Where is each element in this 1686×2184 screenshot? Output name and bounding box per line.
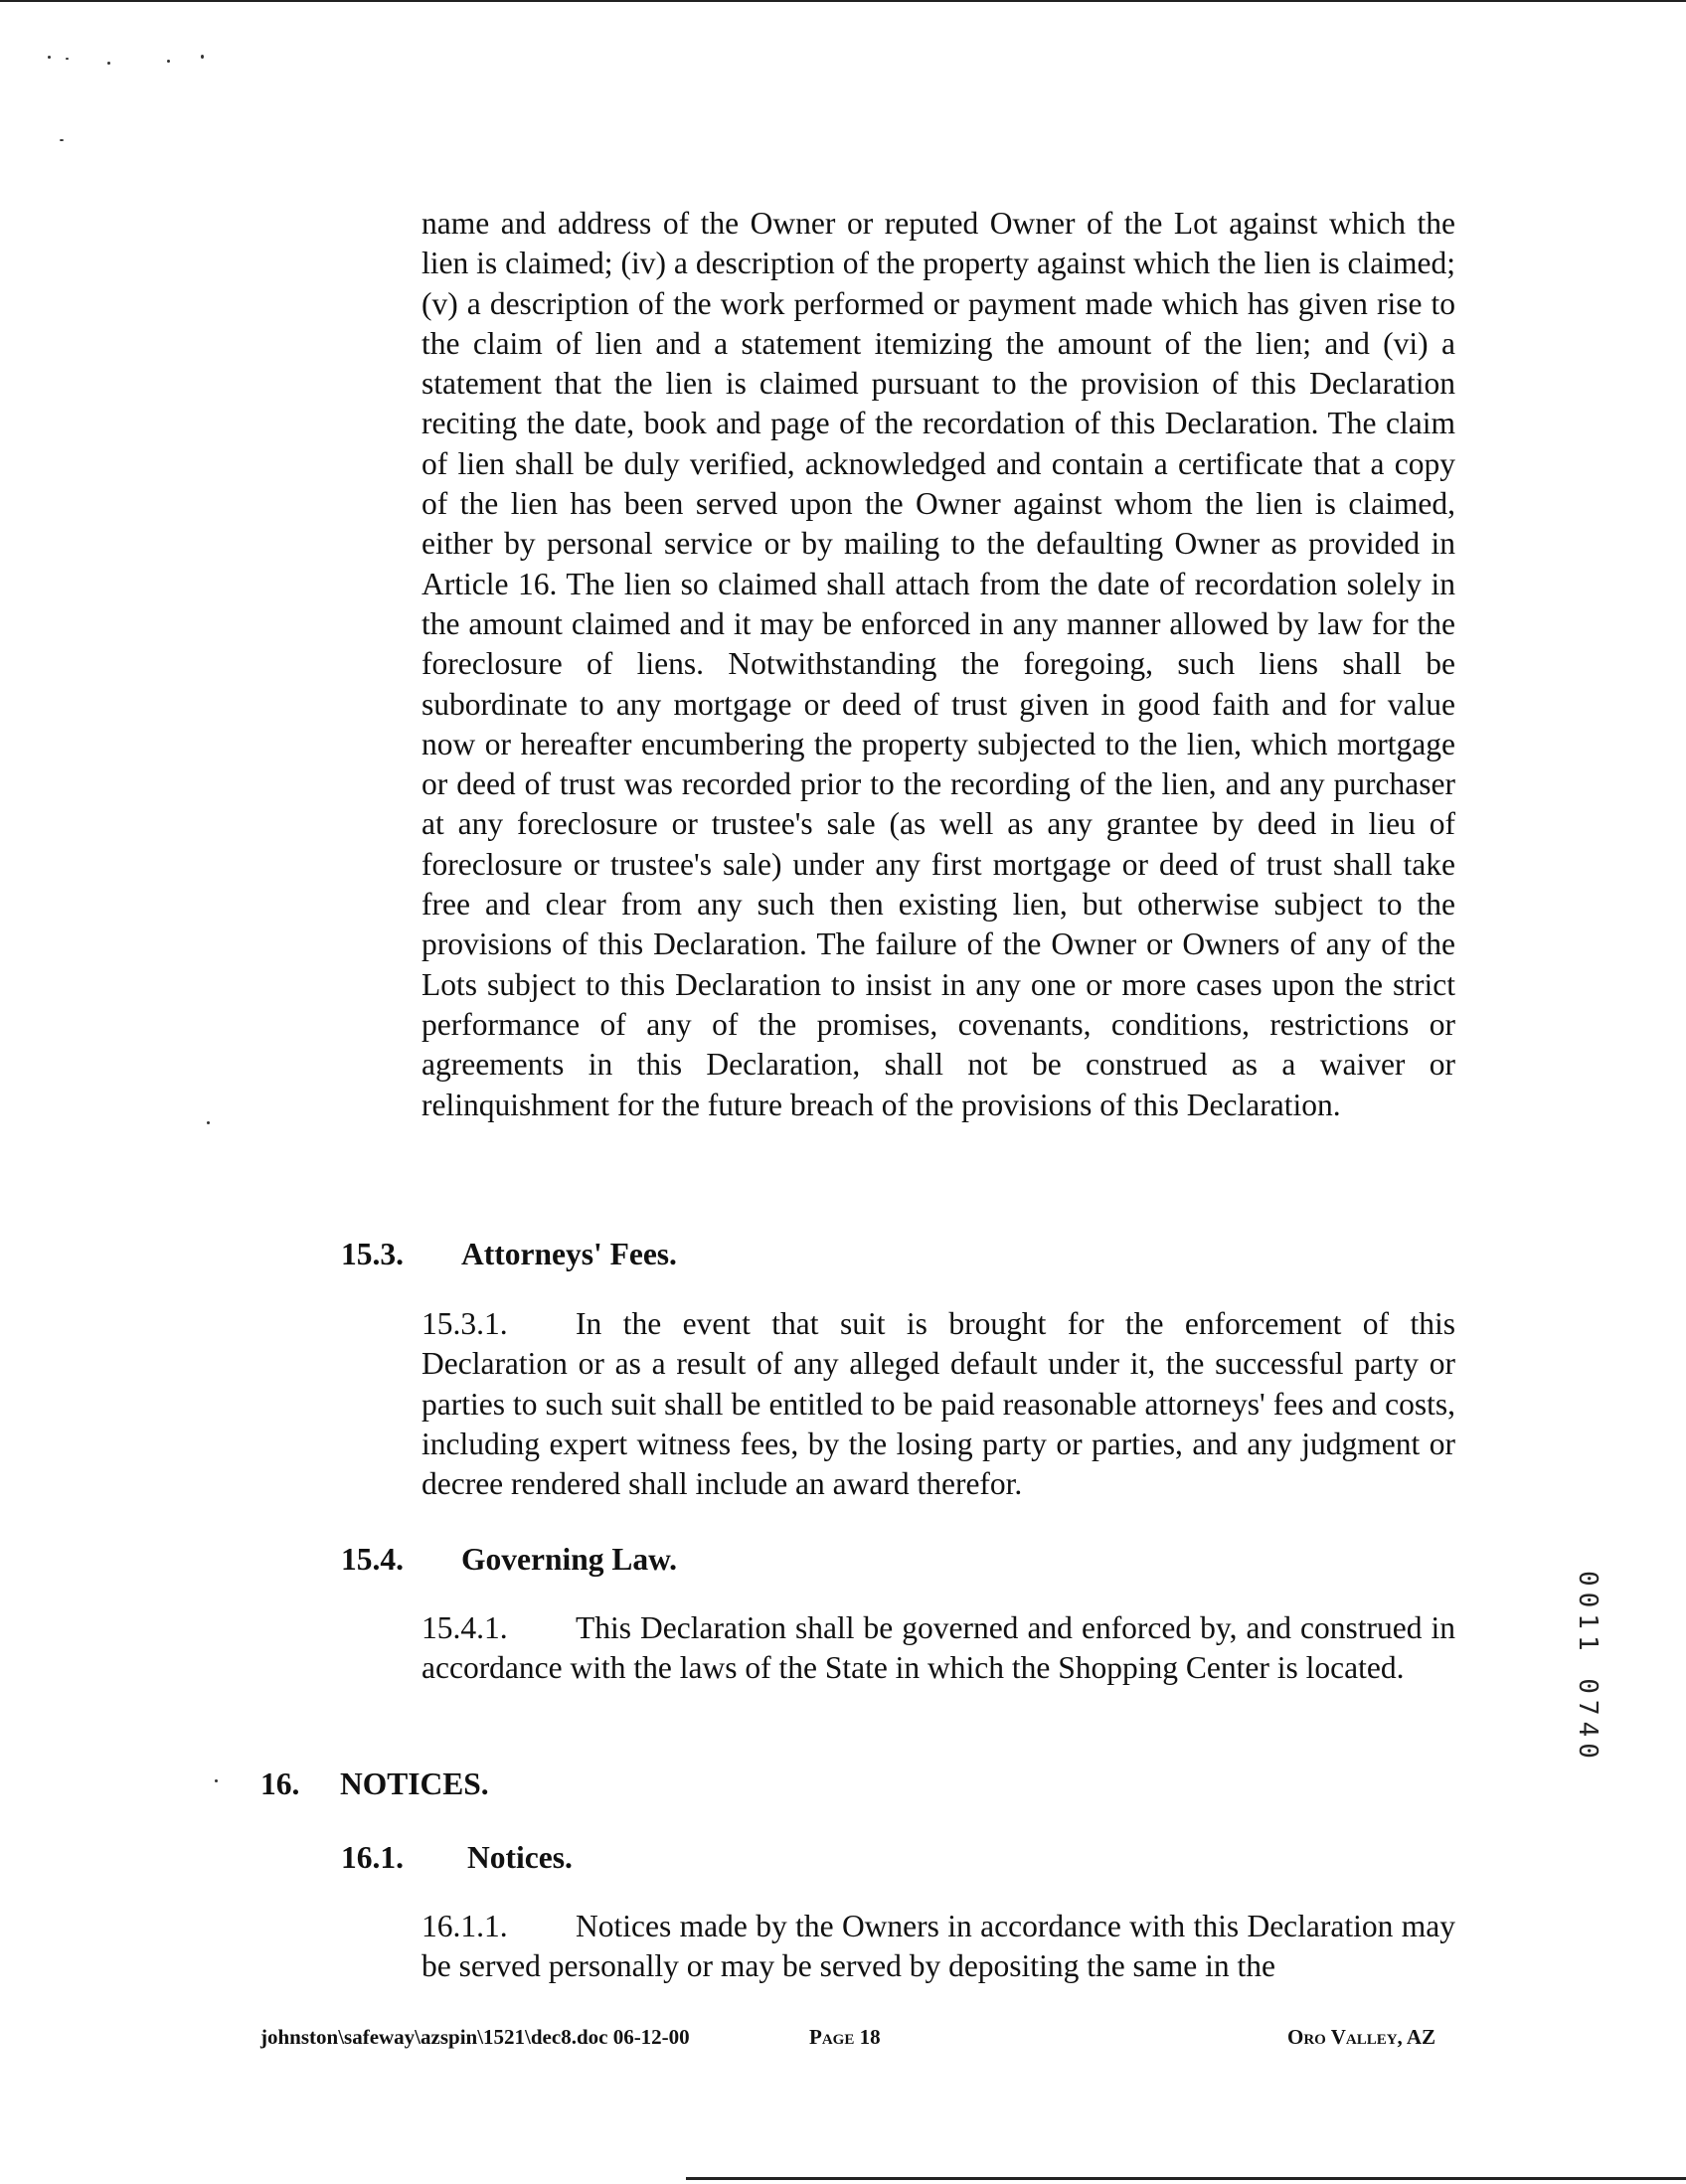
article-heading-16 <box>260 1764 489 1804</box>
footer-file-path: johnston\safeway\azspin\1521\dec8.doc 06-12-00 <box>260 2025 690 2049</box>
lien-claim-paragraph: name and address of the Owner or reputed Owner of the Lot against which the lien is claimed; (iv) a description of the property against which the lien is claimed; (v) a description of the work performed or payment made which has given rise to the claim of lien and a statement itemizing the amount of the lien; and (vi) a statement that the lien is claimed pursuant to the provision of this Declaration reciting the date, book and page of the recordation of this Declaration. The claim of lien shall be duly verified, acknowledged and contain a certificate that a copy of the lien has been served upon the Owner against whom the lien is claimed, either by personal service or by mailing to the defaulting Owner as provided in Article 16. The lien so claimed shall attach from the date of recordation solely in the amount claimed and it may be enforced in any manner allowed by law for the foreclosure of liens. Notwithstanding the foregoing, such liens shall be subordinate to any mortgage or deed of trust given in good faith and for value now or hereafter encumbering the property subjected to the lien, which mortgage or deed of trust was recorded prior to the recording of the lien, and any purchaser at any foreclosure or trustee's sale (as well as any grantee by deed in lieu of foreclosure or trustee's sale) under any first mortgage or deed of trust shall take free and clear from any such then existing lien, but otherwise subject to the provisions of this Declaration. The failure of the Owner or Owners of any of the Lots subject to this Declaration to insist in any one or more cases upon the strict performance of any of the promises, covenants, conditions, restrictions or agreements in this Declaration, shall not be construed as a waiver or relinquishment for the future breach of the provisions of this Declaration. <box>422 206 1455 1122</box>
section-heading-15-4 <box>341 1540 677 1580</box>
scan-speck <box>215 1779 218 1782</box>
footer-location: Oro Valley, AZ <box>1287 2025 1436 2049</box>
section-title: Notices. <box>467 1840 573 1875</box>
scan-speck <box>107 62 110 65</box>
scan-speck <box>60 139 64 141</box>
scan-speck <box>66 58 69 60</box>
clause-15-4-1 <box>422 1608 1455 1689</box>
section-title: Governing Law. <box>461 1542 678 1577</box>
section-heading-16-1 <box>341 1838 573 1878</box>
section-number: 15.3. <box>341 1237 404 1271</box>
recording-number-stamp: 0011 0740 <box>1573 1571 1602 1764</box>
section-number: 16.1. <box>341 1840 404 1875</box>
clause-15-3-1 <box>422 1304 1455 1504</box>
bottom-scan-edge <box>686 2177 1686 2180</box>
article-title: NOTICES. <box>340 1766 489 1801</box>
scan-speck <box>48 56 51 59</box>
clause-number: 16.1.1. <box>422 1909 508 1943</box>
section-heading-15-3 <box>341 1235 677 1274</box>
scan-speck <box>201 55 204 59</box>
clause-text: In the event that suit is brought for the enforcement of this Declaration or as a result of any alleged default under it, the successful party or parties to such suit shall be entitled to be paid reasonable attorneys' fees and costs, including expert witness fees, by the losing party or parties, and any judgment or decree rendered shall include an award therefor. <box>422 1306 1455 1502</box>
section-number: 15.4. <box>341 1542 404 1577</box>
clause-text: Notices made by the Owners in accordance with this Declaration may be served personally or may be served by depositing the same in the <box>422 1909 1455 1984</box>
article-number: 16. <box>260 1766 300 1801</box>
top-scan-edge <box>0 0 1686 2</box>
scan-speck <box>207 1121 210 1124</box>
clause-text: This Declaration shall be governed and enforced by, and construed in accordance with the laws of the State in which the Shopping Center is located. <box>422 1610 1455 1686</box>
clause-16-1-1 <box>422 1907 1455 1987</box>
footer-page-number: Page 18 <box>809 2025 881 2049</box>
section-title: Attorneys' Fees. <box>461 1237 677 1271</box>
scan-speck <box>167 60 170 63</box>
clause-number: 15.4.1. <box>422 1610 508 1645</box>
clause-number: 15.3.1. <box>422 1306 508 1341</box>
